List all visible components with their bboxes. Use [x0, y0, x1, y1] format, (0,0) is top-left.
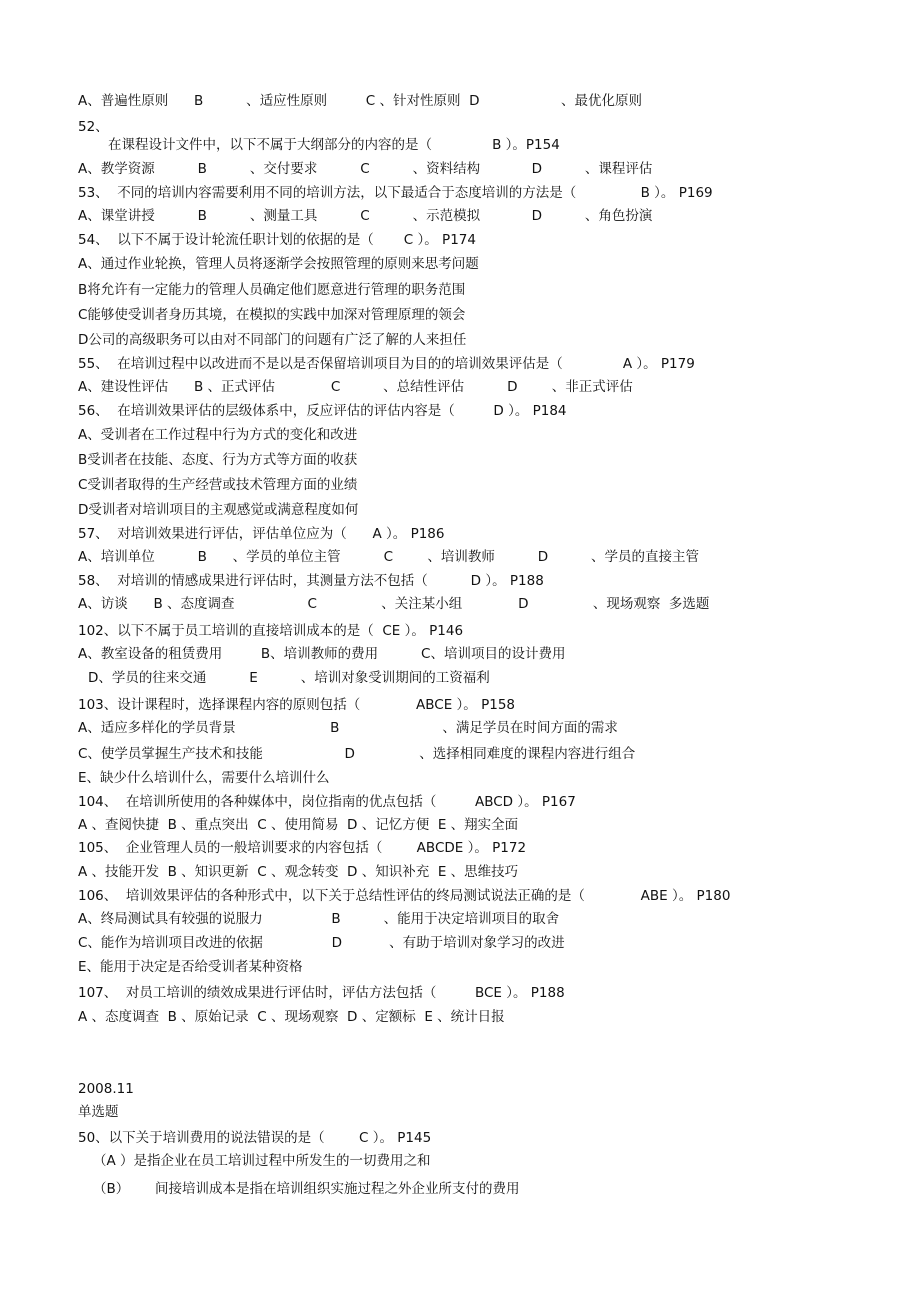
- text-line: A、适应多样化的学员背景 B 、满足学员在时间方面的需求: [78, 720, 618, 736]
- text-line: D、学员的往来交通 E 、培训对象受训期间的工资福利: [88, 670, 490, 686]
- text-line: （A ）是指企业在员工培训过程中所发生的一切费用之和: [93, 1153, 431, 1169]
- text-line: E、缺少什么培训什么，需要什么培训什么: [78, 770, 330, 786]
- text-line: C、能作为培训项目改进的依据 D 、有助于培训对象学习的改进: [78, 935, 565, 951]
- text-line: 50、以下关于培训费用的说法错误的是（ C ）。 P145: [78, 1130, 432, 1146]
- text-line: A、建设性评估 B 、正式评估 C 、总结性评估 D 、非正式评估: [78, 379, 633, 395]
- text-line: B受训者在技能、态度、行为方式等方面的收获: [78, 452, 358, 468]
- text-line: A、访谈 B 、态度调查 C 、关注某小组 D 、现场观察 多选题: [78, 596, 710, 612]
- text-line: C受训者取得的生产经营或技术管理方面的业绩: [78, 477, 358, 493]
- text-line: A、普遍性原则 B 、适应性原则 C 、针对性原则 D 、最优化原则: [78, 93, 643, 109]
- text-line: 2008.11: [78, 1081, 134, 1097]
- text-line: D公司的高级职务可以由对不同部门的问题有广泛了解的人来担任: [78, 332, 467, 348]
- text-line: A、培训单位 B 、学员的单位主管 C 、培训教师 D 、学员的直接主管: [78, 549, 700, 565]
- text-line: 105、 企业管理人员的一般培训要求的内容包括（ ABCDE ）。 P172: [78, 840, 527, 856]
- text-line: 54、 以下不属于设计轮流任职计划的依据的是（ C ）。 P174: [78, 232, 476, 248]
- text-line: D受训者对培训项目的主观感觉或满意程度如何: [78, 502, 359, 518]
- text-line: A 、态度调查 B 、原始记录 C 、现场观察 D 、定额标 E 、统计日报: [78, 1009, 505, 1025]
- text-line: A 、查阅快捷 B 、重点突出 C 、使用简易 D 、记忆方便 E 、翔实全面: [78, 817, 519, 833]
- text-line: 单选题: [78, 1104, 119, 1120]
- text-line: 106、 培训效果评估的各种形式中，以下关于总结性评估的终局测试说法正确的是（ ABE ）。 P180: [78, 888, 731, 904]
- text-line: A、教室设备的租赁费用 B、培训教师的费用 C、培训项目的设计费用: [78, 646, 566, 662]
- text-line: A、终局测试具有较强的说服力 B 、能用于决定培训项目的取舍: [78, 911, 560, 927]
- text-line: 58、 对培训的情感成果进行评估时，其测量方法不包括（ D ）。 P188: [78, 573, 544, 589]
- text-line: 102、以下不属于员工培训的直接培训成本的是（ CE ）。 P146: [78, 623, 464, 639]
- text-line: C能够使受训者身历其境，在模拟的实践中加深对管理原理的领会: [78, 307, 466, 323]
- text-line: 55、 在培训过程中以改进而不是以是否保留培训项目为目的的培训效果评估是（ A ）。 P179: [78, 356, 695, 372]
- text-line: 56、 在培训效果评估的层级体系中，反应评估的评估内容是（ D ）。 P184: [78, 403, 567, 419]
- text-line: 53、 不同的培训内容需要利用不同的培训方法，以下最适合于态度培训的方法是（ B ）。 P169: [78, 185, 713, 201]
- text-line: A、通过作业轮换，管理人员将逐渐学会按照管理的原则来思考问题: [78, 256, 479, 272]
- text-line: A、课堂讲授 B 、测量工具 C 、示范模拟 D 、角色扮演: [78, 208, 653, 224]
- text-line: E、能用于决定是否给受训者某种资格: [78, 959, 303, 975]
- text-line: 103、设计课程时，选择课程内容的原则包括（ ABCE ）。 P158: [78, 697, 516, 713]
- text-line: 52、: [78, 119, 109, 135]
- text-line: B将允许有一定能力的管理人员确定他们愿意进行管理的职务范围: [78, 282, 466, 298]
- text-line: 57、 对培训效果进行评估，评估单位应为（ A ）。 P186: [78, 526, 445, 542]
- text-line: C、使学员掌握生产技术和技能 D 、选择相同难度的课程内容进行组合: [78, 746, 636, 762]
- text-line: A 、技能开发 B 、知识更新 C 、观念转变 D 、知识补充 E 、思维技巧: [78, 864, 519, 880]
- text-line: （B） 间接培训成本是指在培训组织实施过程之外企业所支付的费用: [93, 1181, 520, 1197]
- text-line: A、受训者在工作过程中行为方式的变化和改进: [78, 427, 358, 443]
- text-line: 107、 对员工培训的绩效成果进行评估时，评估方法包括（ BCE ）。 P188: [78, 985, 565, 1001]
- text-line: 104、 在培训所使用的各种媒体中，岗位指南的优点包括（ ABCD ）。 P167: [78, 794, 576, 810]
- text-line: A、教学资源 B 、交付要求 C 、资料结构 D 、课程评估: [78, 161, 653, 177]
- text-line: 在课程设计文件中，以下不属于大纲部分的内容的是（ B ）。P154: [108, 137, 560, 153]
